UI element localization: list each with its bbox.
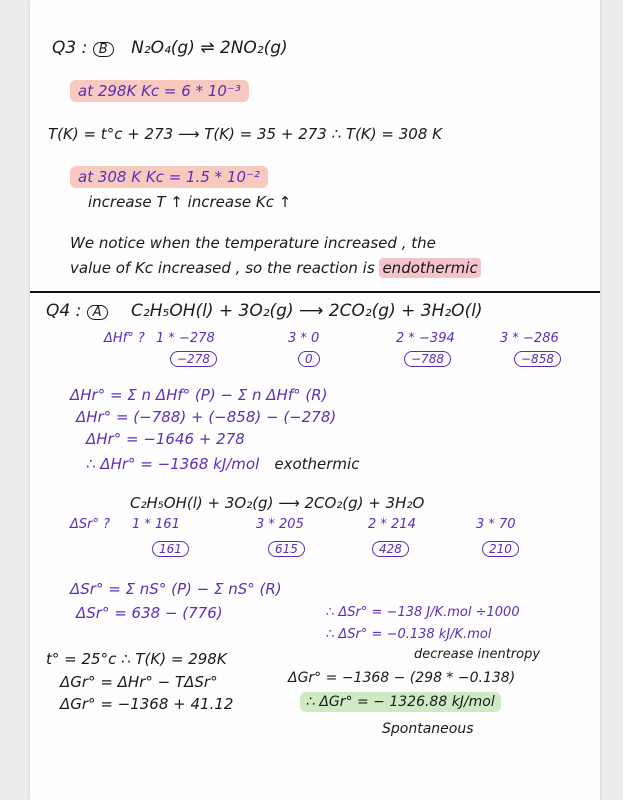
q4-dh-result-row [86,456,359,472]
q4-ds-label: ΔSr° ? [70,517,111,532]
q4-dhf-o2: 3 * 0 [288,331,320,346]
q3-kc-308: at 308 K Kc = 1.5 * 10⁻² [70,166,268,188]
q4-ds-result-1: ∴ ΔSr° = −138 J/K.mol ÷1000 [326,605,520,620]
q3-endothermic-highlight: endothermic [379,258,480,278]
q4-dhf-co2-circled: −788 [404,351,451,367]
q4-ds-h2o: 3 * 70 [476,517,516,532]
q4-ds-ethanol-circled: 161 [152,541,189,557]
q4-dg-substitution: ΔGr° = −1368 − (298 * −0.138) [288,670,516,686]
q4-dhf-h2o-circled: −858 [514,351,561,367]
section-divider [30,291,600,293]
q4-part-badge: A [87,305,108,320]
q4-ds-ethanol: 1 * 161 [132,517,180,532]
q4-ds-o2-circle-row [268,540,305,557]
q4-ds-o2-circled: 615 [268,541,305,557]
q3-conclusion-text: value of Kc increased , so the reaction is [70,259,375,277]
q4-temperature-line: t° = 25°c ∴ T(K) = 298K [46,650,227,668]
q4-ds-o2: 3 * 205 [256,517,304,532]
q4-dhf-o2-circled: 0 [298,351,320,367]
q4-ds-substitution: ΔSr° = 638 − (776) [76,604,223,622]
q4-dhf-ethanol: 1 * −278 [156,331,215,346]
q4-dh-formula: ΔHr° = Σ n ΔHf° (P) − Σ n ΔHf° (R) [70,386,328,404]
q4-ds-co2-circled: 428 [372,541,409,557]
q4-dg-result-row [300,695,501,709]
q4-dh-result: ∴ ΔHr° = −1368 kJ/mol [86,455,260,473]
notebook-page [30,0,600,800]
q3-reaction: N₂O₄(g) ⇌ 2NO₂(g) [131,38,288,58]
q4-ds-co2-circle-row [372,540,409,557]
q4-ds-h2o-circle-row [482,540,519,557]
q4-dhf-h2o-circle-row [514,350,561,367]
q4-dhf-co2: 2 * −394 [396,331,455,346]
q4-ds-result-2: ∴ ΔSr° = −0.138 kJ/K.mol [326,627,492,642]
q4-decrease-entropy: decrease inentropy [414,647,541,662]
q4-ds-co2: 2 * 214 [368,517,416,532]
q3-conclusion-line-1: We notice when the temperature increased , the [70,234,436,252]
q4-spontaneous: Spontaneous [382,721,474,737]
q4-dg-result: ∴ ΔGr° = − 1326.88 kJ/mol [300,692,501,712]
q4-ds-ethanol-circle-row [152,540,189,557]
q3-increase-line: increase T ↑ increase Kc ↑ [88,193,292,211]
q4-dhf-label: ΔHf° ? [104,331,145,346]
q4-reaction-1: C₂H₅OH(l) + 3O₂(g) ⟶ 2CO₂(g) + 3H₂O(l) [131,301,483,321]
q3-kc-298: at 298K Kc = 6 * 10⁻³ [70,80,249,102]
q3-part-badge: B [93,42,114,57]
q4-dh-substitution: ΔHr° = (−788) + (−858) − (−278) [76,408,337,426]
q4-dg-calculation: ΔGr° = −1368 + 41.12 [60,695,234,713]
q3-conclusion-line-2 [70,261,481,276]
q3-kc-308-row [70,170,268,185]
q4-dg-formula: ΔGr° = ΔHr° − TΔSr° [60,673,218,691]
q4-ds-formula: ΔSr° = Σ nS° (P) − Σ nS° (R) [70,580,282,598]
q4-reaction-2: C₂H₅OH(l) + 3O₂(g) ⟶ 2CO₂(g) + 3H₂O [130,494,425,512]
q4-exothermic: exothermic [274,455,360,473]
q4-dh-calculation: ΔHr° = −1646 + 278 [86,430,245,448]
q4-heading [46,303,483,320]
q4-dhf-o2-circle-row [298,350,320,367]
q3-label: Q3 : [52,38,88,58]
q4-dhf-co2-circle-row [404,350,451,367]
q3-kc-298-row [70,84,249,99]
q4-dhf-h2o: 3 * −286 [500,331,559,346]
q4-dhf-ethanol-circle-row [170,350,217,367]
q3-heading [52,40,288,57]
q4-dhf-ethanol-circled: −278 [170,351,217,367]
q4-ds-h2o-circled: 210 [482,541,519,557]
q4-label: Q4 : [46,301,82,321]
q3-temp-conversion: T(K) = t°c + 273 ⟶ T(K) = 35 + 273 ∴ T(K) = 308 K [48,125,442,143]
